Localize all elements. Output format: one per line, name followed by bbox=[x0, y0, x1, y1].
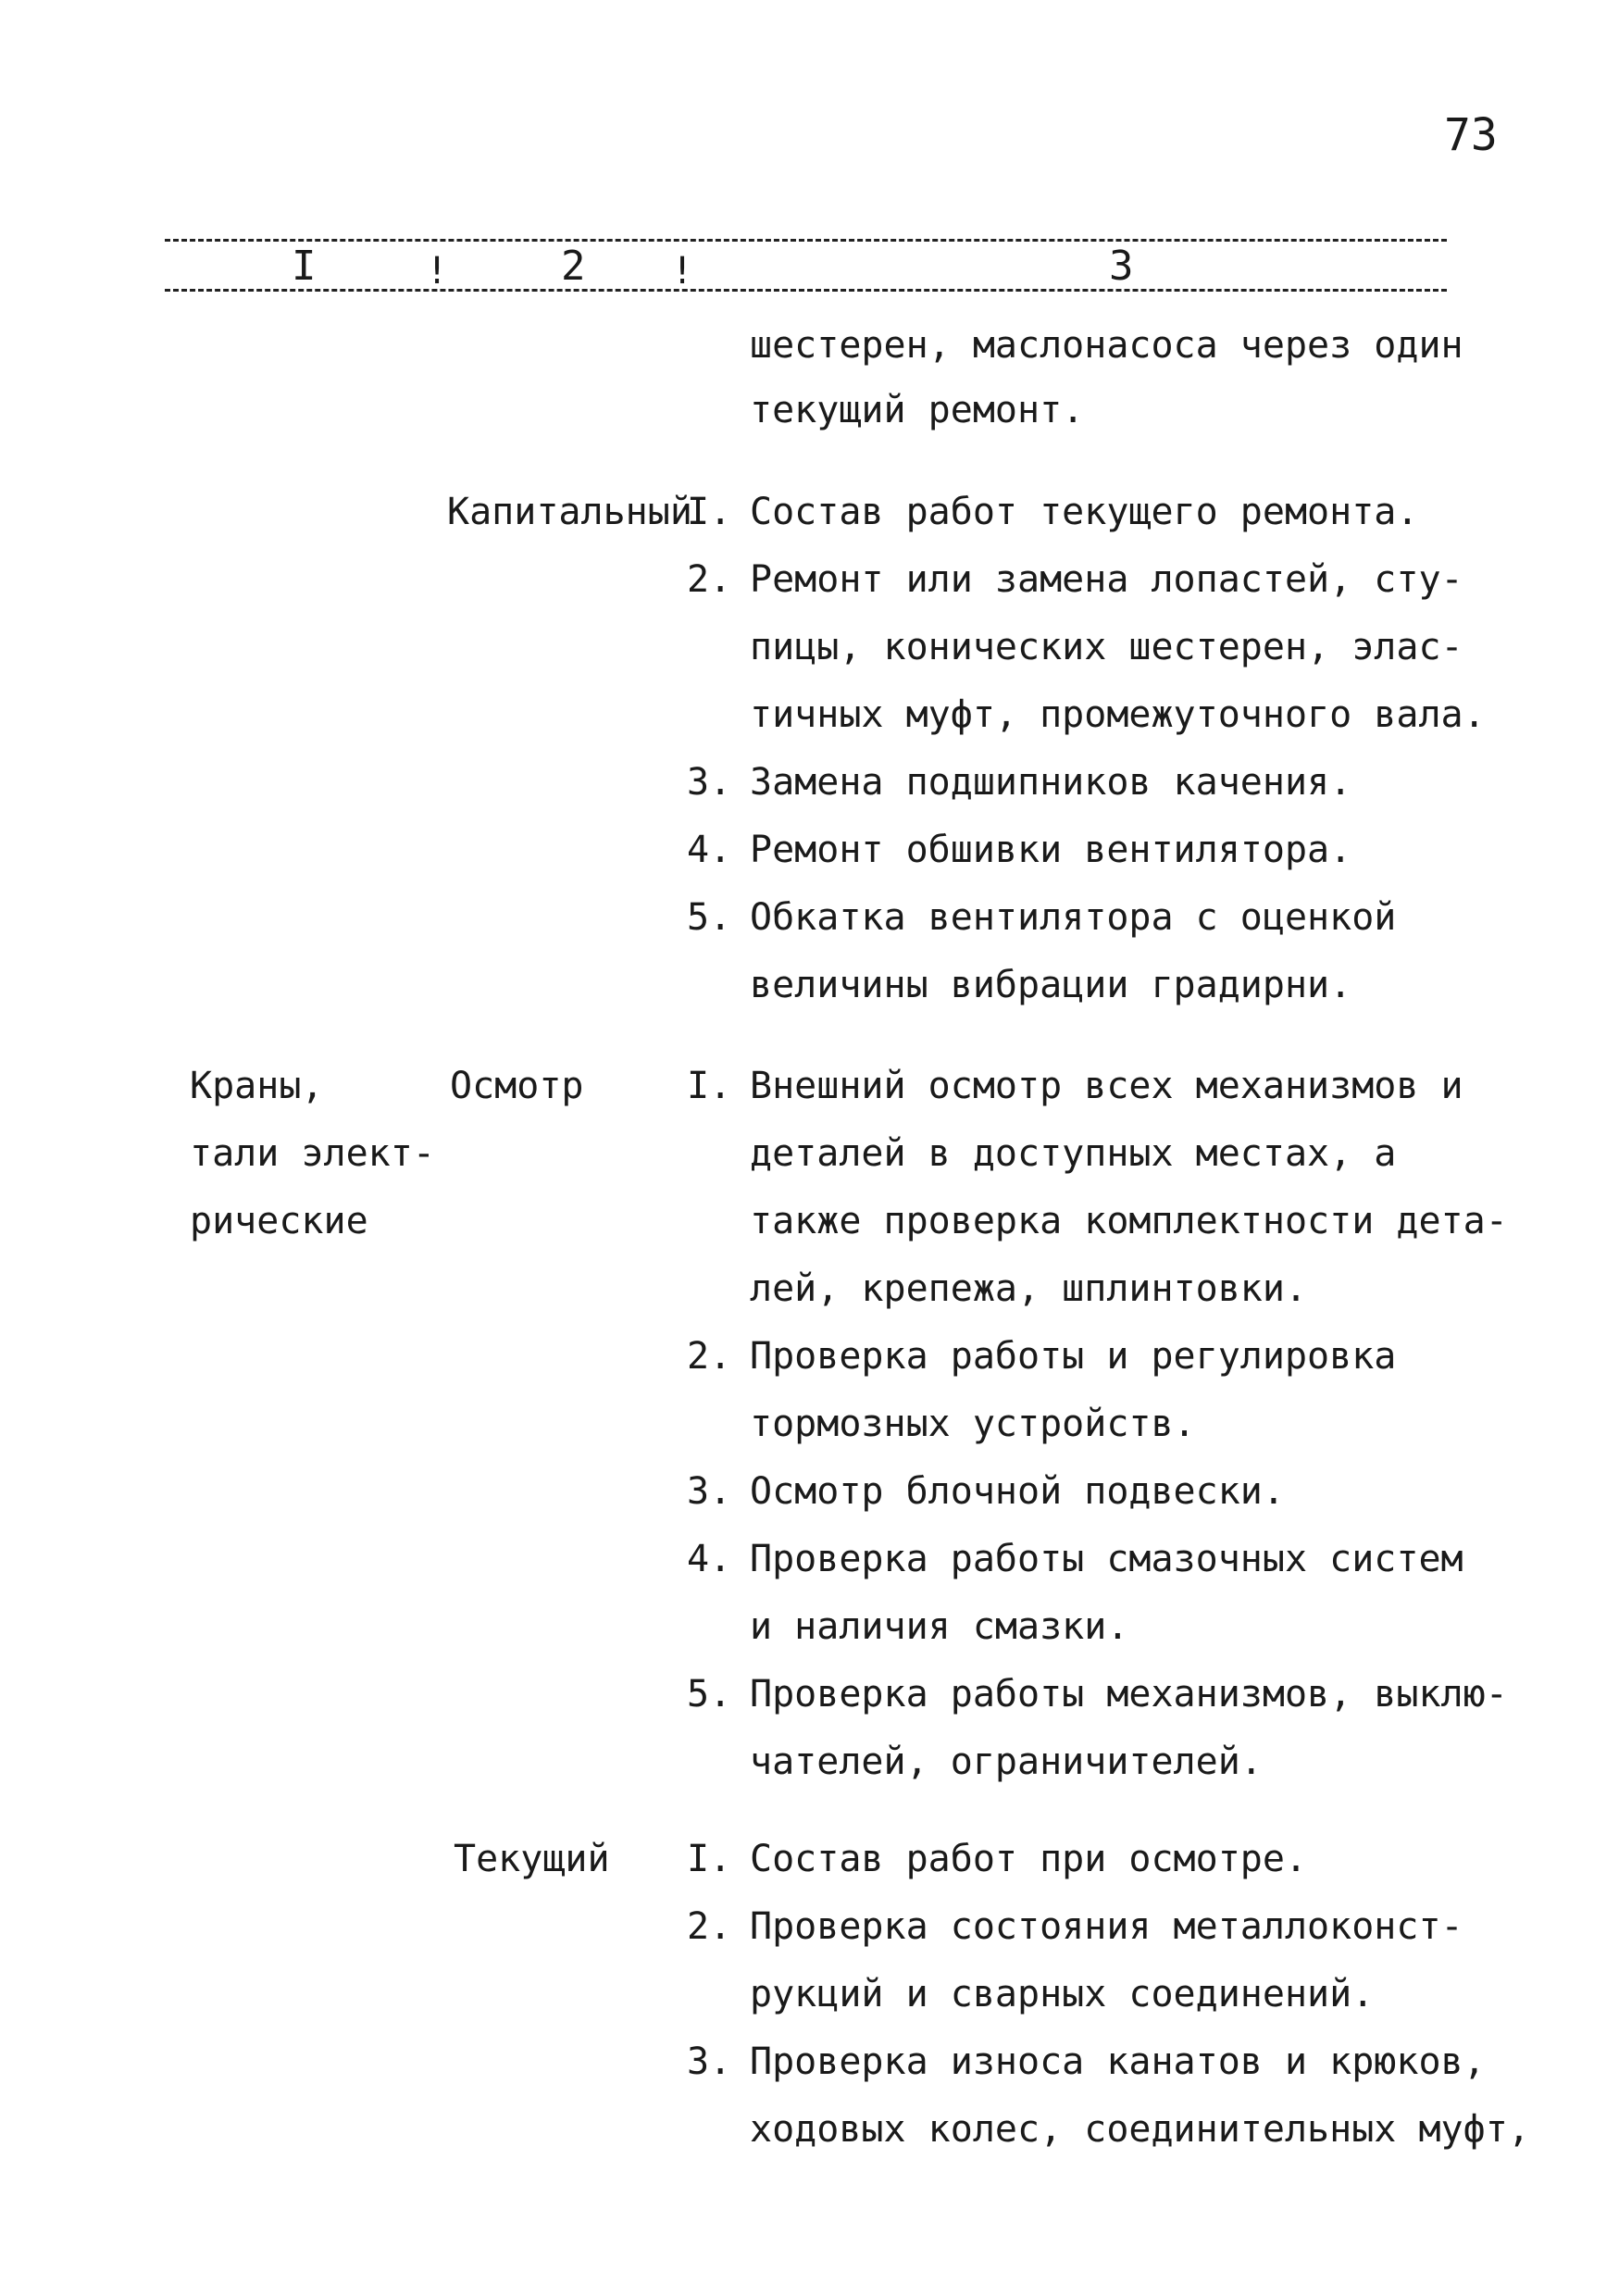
repair-type-label: Осмотр bbox=[450, 1065, 584, 1107]
item-number: 2. bbox=[687, 1335, 732, 1378]
page-number: 73 bbox=[1444, 109, 1498, 161]
header-top-rule bbox=[165, 239, 1447, 242]
item-number: 5. bbox=[687, 1673, 732, 1716]
header-separator-1: ! bbox=[426, 250, 449, 293]
item-number: 5. bbox=[687, 896, 732, 939]
item-number: 3. bbox=[687, 761, 732, 804]
header-column-1: I bbox=[292, 243, 317, 290]
item-number: I. bbox=[687, 1838, 732, 1880]
item-line: Осмотр блочной подвески. bbox=[750, 1470, 1285, 1513]
item-line: Проверка работы смазочных систем bbox=[750, 1538, 1463, 1580]
item-number: 4. bbox=[687, 1538, 732, 1580]
item-line: Проверка состояния металлоконст- bbox=[750, 1905, 1463, 1948]
continuation-line: текущий ремонт. bbox=[750, 389, 1085, 431]
item-line: рукций и сварных соединений. bbox=[750, 1973, 1375, 2015]
item-number: I. bbox=[687, 1065, 732, 1107]
item-line: деталей в доступных местах, а bbox=[750, 1132, 1397, 1175]
item-number: 2. bbox=[687, 1905, 732, 1948]
equipment-line: рические bbox=[190, 1200, 368, 1242]
header-bottom-rule bbox=[165, 289, 1447, 292]
item-line: чателей, ограничителей. bbox=[750, 1741, 1263, 1783]
item-line: Проверка износа канатов и крюков, bbox=[750, 2040, 1486, 2083]
item-line: Проверка работы механизмов, выклю- bbox=[750, 1673, 1508, 1716]
item-line: Замена подшипников качения. bbox=[750, 761, 1352, 804]
item-number: 2. bbox=[687, 558, 732, 601]
item-number: 3. bbox=[687, 1470, 732, 1513]
item-line: лей, крепежа, шплинтовки. bbox=[750, 1267, 1308, 1310]
continuation-line: шестерен, маслонасоса через один bbox=[750, 324, 1463, 367]
repair-type-label: Текущий bbox=[454, 1838, 610, 1880]
item-number: 4. bbox=[687, 829, 732, 871]
item-line: пицы, конических шестерен, элас- bbox=[750, 626, 1463, 668]
item-number: 3. bbox=[687, 2040, 732, 2083]
item-line: Состав работ текущего ремонта. bbox=[750, 491, 1419, 533]
item-line: величины вибрации градирни. bbox=[750, 964, 1352, 1006]
item-line: Обкатка вентилятора с оценкой bbox=[750, 896, 1397, 939]
equipment-line: тали элект- bbox=[190, 1132, 435, 1175]
header-column-2: 2 bbox=[561, 243, 586, 290]
repair-type-label: Капитальный bbox=[447, 491, 692, 533]
item-line: Состав работ при осмотре. bbox=[750, 1838, 1308, 1880]
item-line: и наличия смазки. bbox=[750, 1605, 1129, 1648]
item-line: тичных муфт, промежуточного вала. bbox=[750, 693, 1486, 736]
item-line: Внешний осмотр всех механизмов и bbox=[750, 1065, 1463, 1107]
item-line: Ремонт обшивки вентилятора. bbox=[750, 829, 1352, 871]
equipment-line: Краны, bbox=[190, 1065, 324, 1107]
item-line: также проверка комплектности дета- bbox=[750, 1200, 1508, 1242]
item-line: тормозных устройств. bbox=[750, 1403, 1196, 1445]
item-line: Проверка работы и регулировка bbox=[750, 1335, 1397, 1378]
item-line: ходовых колес, соединительных муфт, bbox=[750, 2108, 1530, 2151]
item-number: I. bbox=[687, 491, 732, 533]
header-column-3: 3 bbox=[1109, 243, 1134, 290]
item-line: Ремонт или замена лопастей, сту- bbox=[750, 558, 1463, 601]
header-separator-2: ! bbox=[671, 250, 694, 293]
